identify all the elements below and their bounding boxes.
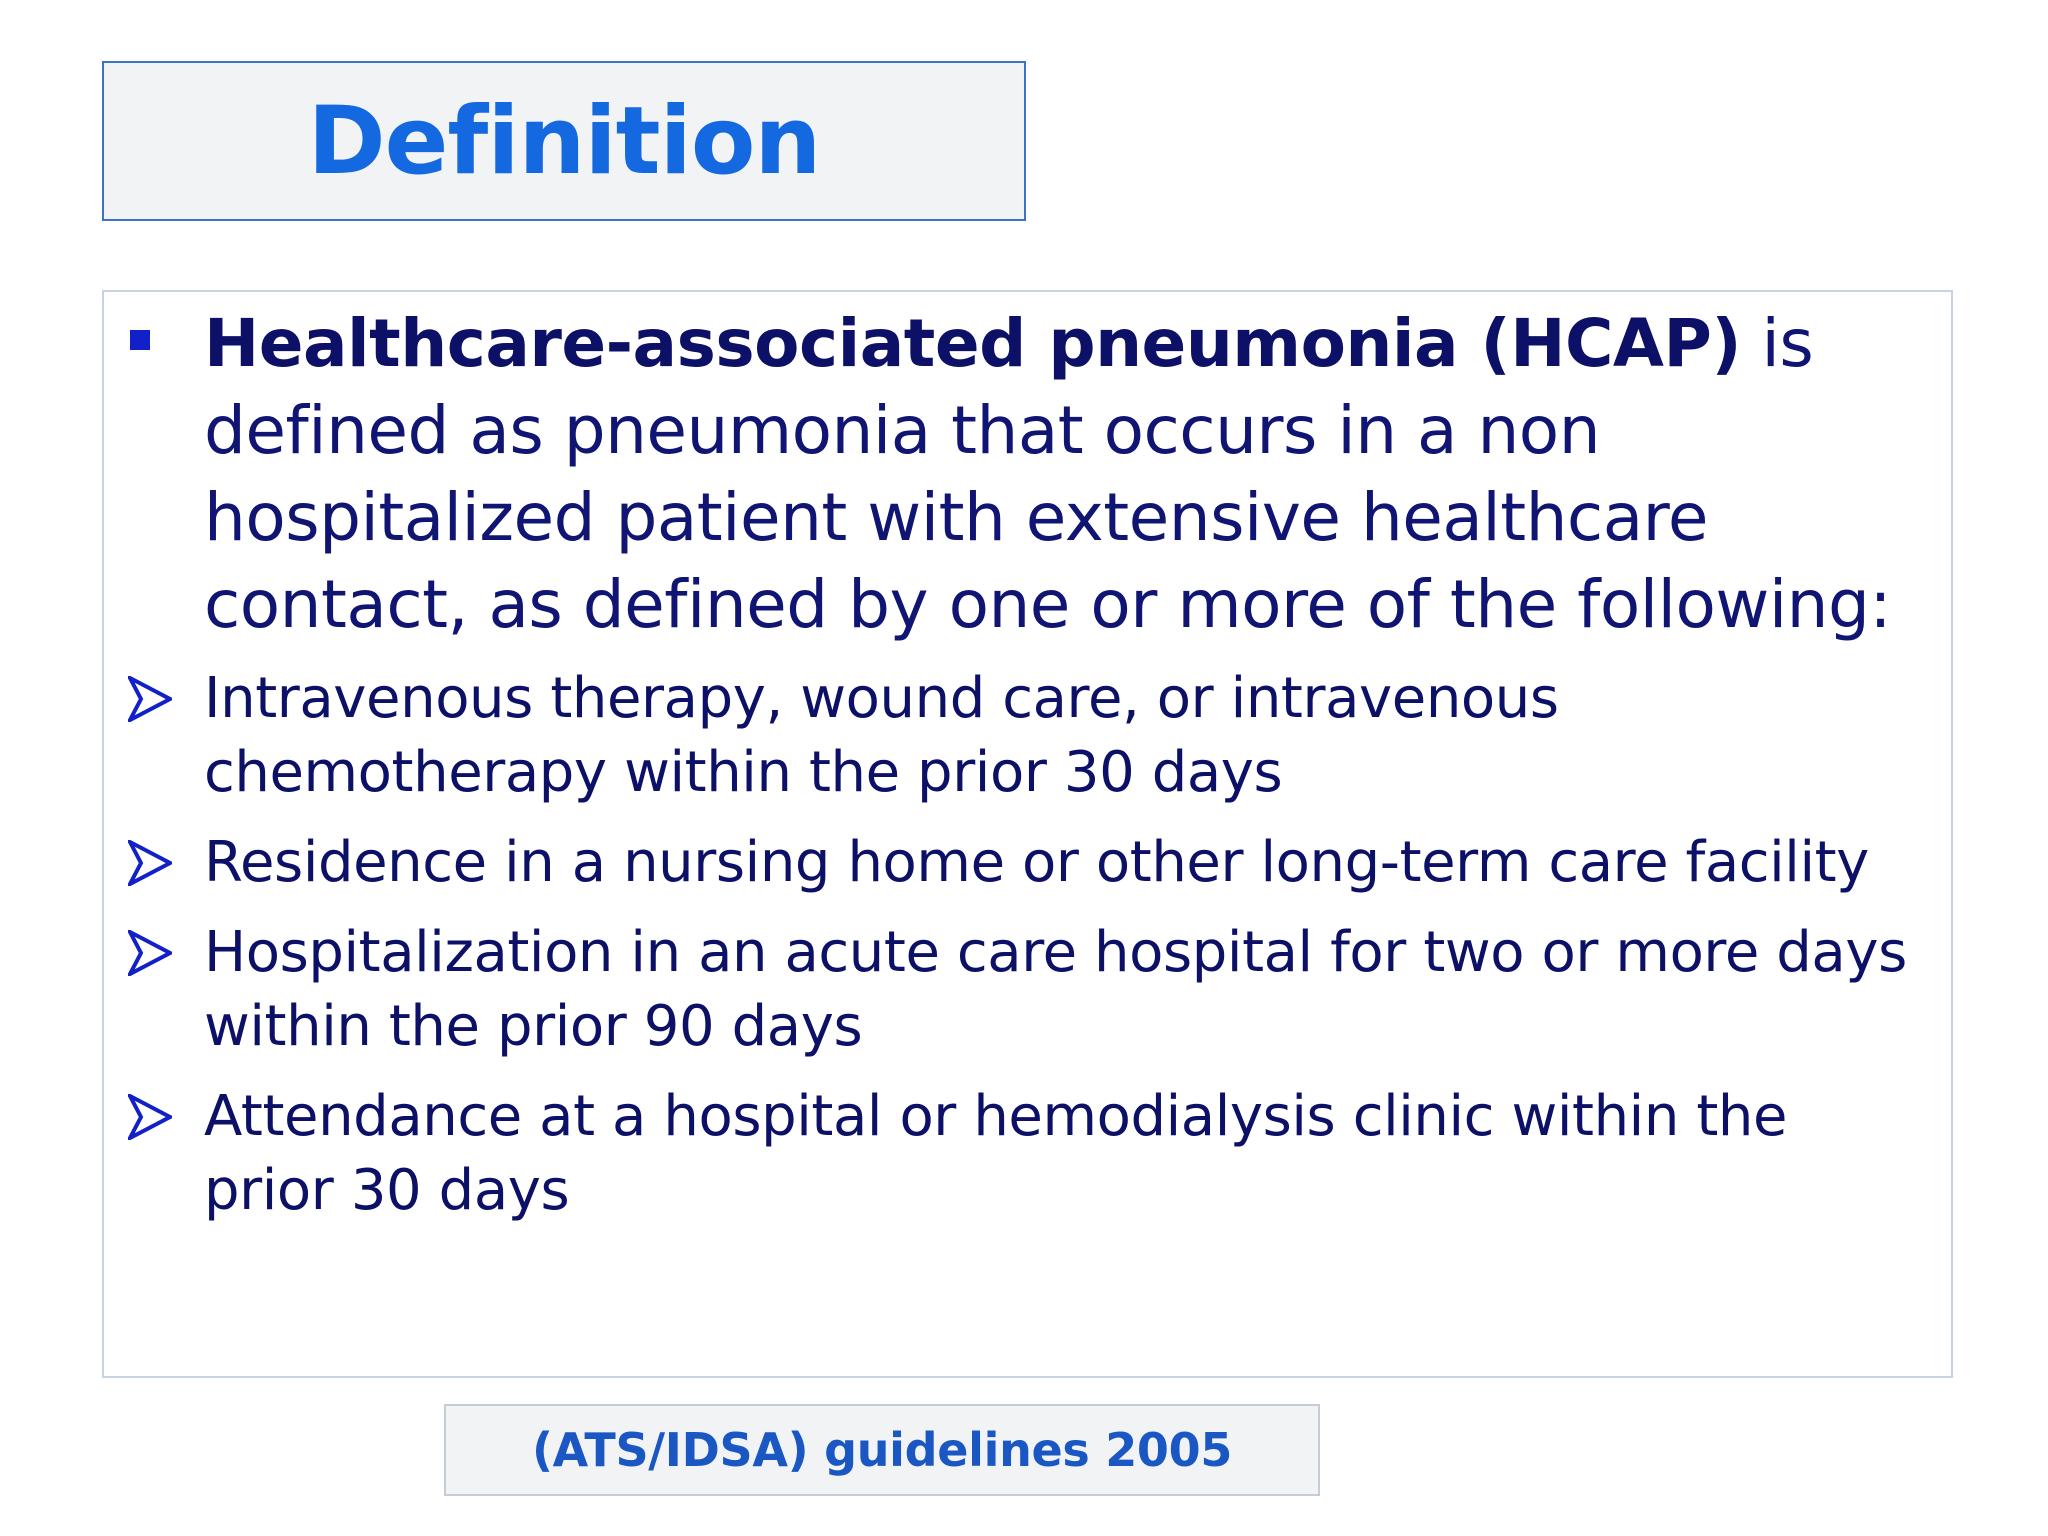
list-item <box>104 1080 1924 1228</box>
criteria-text: Attendance at a hospital or hemodialysis clinic within the prior 30 days <box>204 1084 1788 1223</box>
square-bullet-icon <box>130 330 150 350</box>
source-box <box>444 1404 1320 1496</box>
list-item <box>104 826 1924 900</box>
criteria-text: Intravenous therapy, wound care, or intravenous chemotherapy within the prior 30 days <box>204 666 1559 805</box>
definition-term: Healthcare-associated pneumonia (HCAP) <box>204 305 1741 382</box>
title-box <box>102 61 1026 221</box>
main-definition <box>204 300 1934 648</box>
criteria-text: Hospitalization in an acute care hospital for two or more days within the prior 90 days <box>204 920 1907 1059</box>
slide-title: Definition <box>307 86 821 196</box>
arrowhead-bullet-icon <box>128 676 172 722</box>
criteria-text: Residence in a nursing home or other long-term care facility <box>204 830 1869 895</box>
source-citation: (ATS/IDSA) guidelines 2005 <box>531 1423 1233 1477</box>
list-item <box>104 916 1924 1064</box>
content-box <box>102 290 1953 1378</box>
arrowhead-bullet-icon <box>128 840 172 886</box>
definition-text: is defined as pneumonia that occurs in a non hospitalized patient with extensive healthcare contact, as defined by one or more of the following: <box>204 305 1892 643</box>
arrowhead-bullet-icon <box>128 930 172 976</box>
criteria-list <box>104 662 1951 1244</box>
list-item <box>104 662 1924 810</box>
arrowhead-bullet-icon <box>128 1094 172 1140</box>
